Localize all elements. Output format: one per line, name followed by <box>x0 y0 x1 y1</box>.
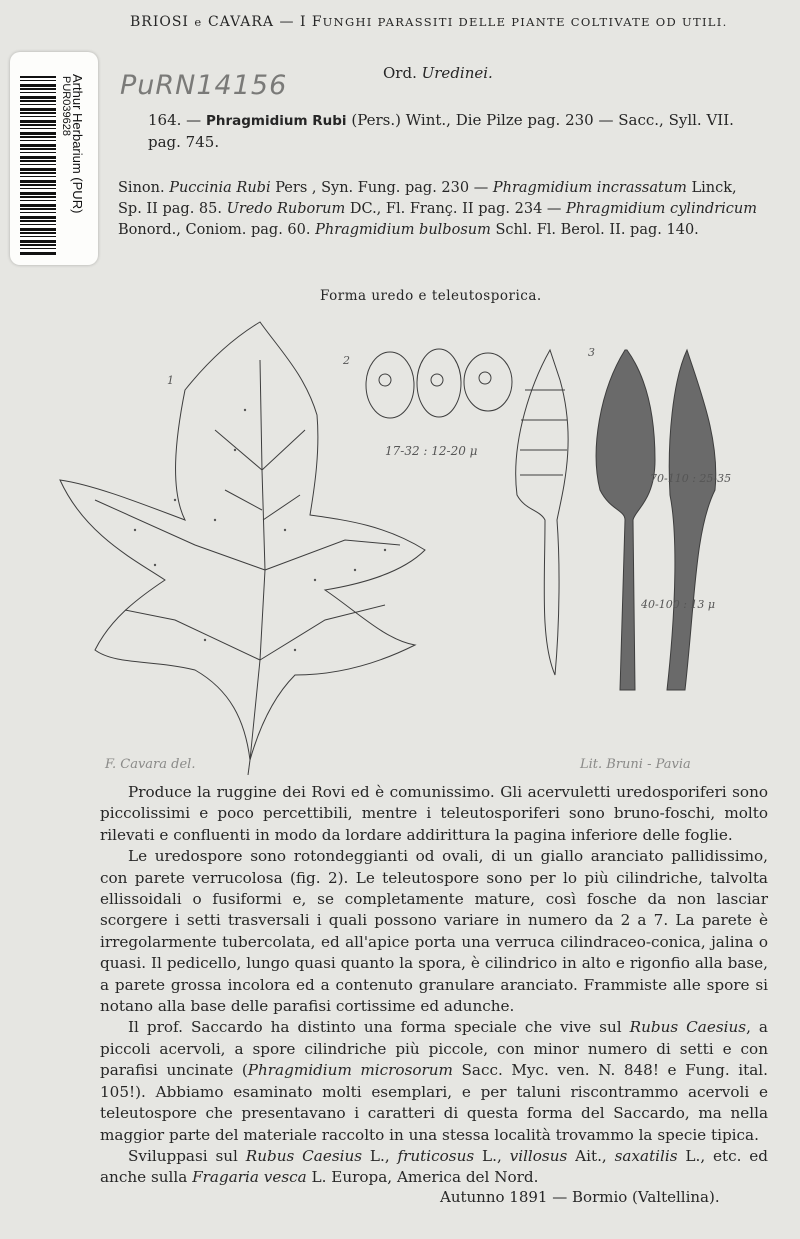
taxon-name: fruticosus <box>397 1146 475 1165</box>
illustrator-signature: F. Cavara del. <box>105 757 196 772</box>
uredospores-drawing <box>366 349 512 418</box>
handwritten-accession: PuRN14156 <box>120 70 288 101</box>
text-run: Ait., <box>567 1146 615 1165</box>
synonym-citation: Linck, Sp. II pag. 85. <box>118 180 737 217</box>
figure-number-1: 1 <box>167 374 174 387</box>
description-body <box>100 782 768 1189</box>
paragraph <box>100 1146 768 1189</box>
text-run: , a piccoli acervoli, a spore cilindriche più piccole, con minor numero di setti e con parafisi uncinate ( <box>100 1018 768 1080</box>
synonym-name: Puccinia Rubi <box>169 180 271 196</box>
paragraph: Le uredospore sono rotondeggianti od ovali, di un giallo aranciato pallidissimo, con parete verrucolosa (fig. 2). Le teleutospore sono per lo più cilindriche, talvolta ellissoidali o fusiformi e, se completamente mature, così fosche da non lasciar scorgere i setti trasversali i quali possono variare in numero da 2 a 7. La parete è irregolarmente tubercolata, ed all'apice porta una verruca cilindraceo-conica, jalina o quasi. Il pedicello, lungo quasi quanto la spora, è cilindrico in alto e rigonfio alla base, a parete grossa incolora ed a contenuto granulare aranciato. Frammiste alle spore si notano alla base delle parafisi cortissime ed adunche. <box>100 847 768 1016</box>
taxon-name: villosus <box>509 1146 568 1165</box>
herbarium-accession-number: PUR039628 <box>60 76 72 136</box>
synonym-name: Phragmidium bulbosum <box>315 222 491 238</box>
order-prefix: Ord. <box>383 64 417 82</box>
taxon-name: Rubus Caesius <box>629 1018 747 1037</box>
plate-drawing <box>55 320 765 775</box>
text-run: Sviluppasi sul <box>128 1146 246 1165</box>
teleutospore-size-label: 70-110 : 25-35 <box>650 472 732 485</box>
teleutospores-mature-drawing <box>596 350 716 690</box>
rust-pustules <box>134 409 386 651</box>
species-authority: (Pers.) Wint., Die Pilze pag. 230 — Sacc., Syll. VII. pag. 745. <box>148 111 734 151</box>
leaf-outline <box>60 322 425 760</box>
order-name: Uredinei. <box>421 64 493 82</box>
author-cavara: CAVARA <box>207 14 275 30</box>
species-name: Phragmidium Rubi <box>205 113 347 129</box>
text-run: L., etc. ed anche sulla <box>100 1146 769 1187</box>
leaf-vein <box>95 430 400 660</box>
author-conjunction: e <box>194 15 203 29</box>
leaf-petiole <box>248 760 250 775</box>
synonym-name: Phragmidium incrassatum <box>492 180 687 196</box>
species-entry <box>148 110 763 153</box>
taxon-name: Fragaria vesca <box>192 1168 307 1187</box>
synonyms-label: Sinon. <box>118 180 165 196</box>
author-briosi: BRIOSI <box>130 14 189 30</box>
figure-number-3: 3 <box>588 346 595 359</box>
text-run: Sacc. Myc. ven. N. 848! e Fung. ital. 105!). Abbiamo esaminato molti esemplari, e per taluni riscontrammo acervoli e teleutospore che presentavano i caratteri di questa forma del Saccardo, ma nella maggior parte del materiale raccolto in una stessa località trovammo la specie tipica. <box>100 1061 768 1144</box>
synonym-citation: Bonord., Coniom. pag. 60. <box>118 222 316 238</box>
header-dash: — <box>279 14 295 30</box>
figure-number-2: 2 <box>343 354 350 367</box>
uredospore-size-label: 17-32 : 12-20 μ <box>385 444 478 458</box>
paragraph: Produce la ruggine dei Rovi ed è comunissimo. Gli acervuletti uredosporiferi sono piccolissimi e poco percettibili, mentre i teleutosporiferi sono bruno-foschi, molto rilevati e confluenti in modo da lordare addirittura la pagina inferiore delle foglie. <box>100 783 768 844</box>
order-line <box>383 64 493 82</box>
text-run: L., <box>474 1146 510 1165</box>
taxon-name: saxatilis <box>614 1146 678 1165</box>
pedicel-size-label: 40-100 : 13 μ <box>641 598 716 611</box>
synonyms-block <box>118 178 764 241</box>
series-title: UNGHI PARASSITI DELLE PIANTE COLTIVATE OD UTILI. <box>322 15 728 29</box>
synonym-citation: DC., Fl. Franç. II pag. 234 — <box>345 201 567 217</box>
barcode <box>20 76 56 256</box>
synonym-citation: Pers , Syn. Fung. pag. 230 — <box>270 180 493 196</box>
synonym-name: Phragmidium cylindricum <box>566 201 757 217</box>
teleutospore-pale-drawing <box>516 350 568 675</box>
synonym-citation: Schl. Fl. Berol. II. pag. 140. <box>490 222 699 238</box>
collection-footer: Autunno 1891 — Bormio (Valtellina). <box>440 1188 720 1206</box>
text-run: Il prof. Saccardo ha distinto una forma speciale che vive sul <box>128 1018 630 1037</box>
leaf-midrib <box>250 360 265 760</box>
lithographer-signature: Lit. Bruni - Pavia <box>580 757 691 772</box>
taxon-name: Rubus Caesius <box>245 1146 363 1165</box>
text-run: L. Europa, America del Nord. <box>306 1168 539 1187</box>
synonym-name: Uredo Ruborum <box>226 201 346 217</box>
herbarium-name: Arthur Herbarium (PUR) <box>70 74 85 214</box>
taxon-name: Phragmidium microsorum <box>247 1061 453 1080</box>
text-run: L., <box>362 1146 398 1165</box>
herbarium-label <box>10 52 98 265</box>
page-header <box>130 14 728 30</box>
illustration-plate <box>55 320 765 775</box>
entry-number: 164. — <box>148 111 202 129</box>
rubus-leaf-drawing <box>60 322 425 775</box>
series-title-initial: I F <box>299 14 323 30</box>
forma-heading: Forma uredo e teleutosporica. <box>320 288 542 304</box>
paragraph <box>100 1017 768 1145</box>
